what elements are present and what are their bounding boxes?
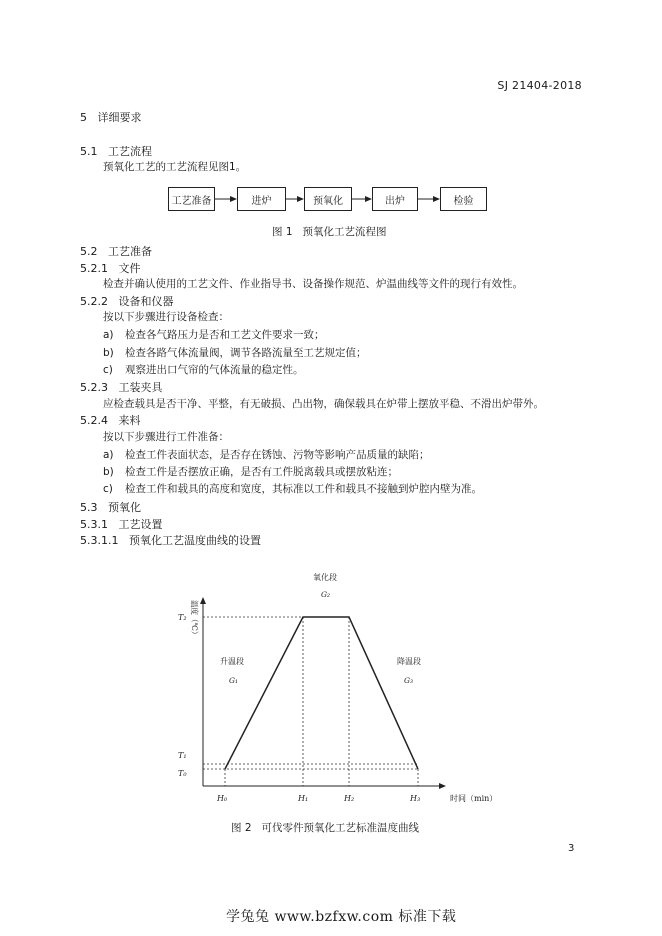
section-number: 5.2.4	[80, 414, 108, 427]
y-axis-label: 温度（℃）	[190, 600, 199, 639]
x-axis-label: 时间（min）	[450, 794, 498, 803]
list-marker: a)	[103, 449, 114, 461]
segment-label: 降温段	[397, 657, 421, 666]
list-text: 检查工件是否摆放正确，是否有工件脱离载具或摆放粘连；	[125, 466, 398, 478]
section-number: 5.1	[80, 145, 98, 158]
segment-label: 升温段	[220, 657, 244, 666]
section-number: 5.2	[80, 245, 98, 258]
section-title: 文件	[118, 262, 141, 275]
list-marker: b)	[103, 347, 114, 359]
list-text: 检查工件表面状态，是否存在锈蚀、污物等影响产品质量的缺陷；	[125, 449, 430, 461]
flow-step-preoxidation: 预氧化	[304, 187, 352, 211]
list-text: 观察进出口气帘的气体流量的稳定性。	[125, 364, 304, 376]
list-marker: a)	[103, 329, 114, 341]
section-number: 5.3.1	[80, 518, 108, 531]
paragraph: 按以下步骤进行工件准备：	[103, 431, 229, 443]
flow-step-preparation: 工艺准备	[168, 187, 215, 211]
section-number: 5.2.1	[80, 262, 108, 275]
section-number: 5.3	[80, 501, 98, 514]
section-title: 预氧化	[108, 501, 141, 514]
x-tick-label: H₃	[410, 794, 421, 803]
x-tick-label: H₀	[217, 794, 228, 803]
section-number: 5.2.2	[80, 295, 108, 308]
paragraph: 预氧化工艺的工艺流程见图1。	[103, 161, 247, 173]
section-title: 工装夹具	[118, 381, 163, 394]
section-title: 详细要求	[97, 111, 142, 124]
page-number: 3	[568, 843, 575, 854]
y-tick-label: T₂	[178, 613, 187, 622]
standard-number: SJ 21404-2018	[497, 79, 582, 92]
list-marker: b)	[103, 466, 114, 478]
segment-symbol: G₁	[229, 676, 238, 685]
list-text: 检查各气路压力是否和工艺文件要求一致；	[125, 329, 325, 341]
y-tick-label: T₁	[178, 751, 187, 760]
footer-watermark: 学兔兔 www.bzfxw.com 标准下载	[226, 909, 457, 925]
flow-step-inspection: 检验	[440, 187, 487, 211]
section-title: 设备和仪器	[118, 295, 174, 308]
x-tick-label: H₂	[344, 794, 355, 803]
section-title: 预氧化工艺温度曲线的设置	[128, 534, 261, 547]
section-title: 工艺流程	[108, 145, 152, 158]
section-number: 5.2.3	[80, 381, 108, 394]
figure-title: 预氧化工艺流程图	[302, 226, 387, 238]
paragraph: 应检查载具是否干净、平整，有无破损、凸出物，确保载具在炉带上摆放平稳、不滑出炉带外。	[103, 398, 544, 410]
section-title: 工艺准备	[108, 245, 152, 258]
segment-label: 氧化段	[313, 573, 337, 582]
figure-title: 可伐零件预氧化工艺标准温度曲线	[261, 822, 420, 834]
figure-2-caption	[231, 820, 419, 835]
x-tick-label: H₁	[298, 794, 309, 803]
list-marker: c)	[103, 483, 113, 495]
paragraph: 按以下步骤进行设备检查：	[103, 311, 229, 323]
y-tick-label: T₀	[178, 769, 187, 778]
section-number: 5.3.1.1	[80, 534, 119, 547]
temperature-curve	[225, 617, 418, 769]
list-text: 检查工件和载具的高度和宽度，其标准以工件和载具不接触到炉腔内壁为准。	[125, 483, 482, 495]
segment-symbol: G₃	[404, 676, 413, 685]
figure-number: 图 2	[231, 822, 252, 834]
flow-step-furnace-out: 出炉	[372, 187, 418, 211]
section-title: 来料	[118, 414, 141, 427]
list-text: 检查各路气体流量阀，调节各路流量至工艺规定值；	[125, 347, 367, 359]
paragraph: 检查并确认使用的工艺文件、作业指导书、设备操作规范、炉温曲线等文件的现行有效性。	[103, 278, 523, 290]
list-marker: c)	[103, 364, 113, 376]
segment-symbol: G₂	[321, 590, 330, 599]
section-number: 5	[80, 111, 87, 124]
figure-number: 图 1	[272, 226, 293, 238]
flow-step-furnace-in: 进炉	[237, 187, 286, 211]
section-title: 工艺设置	[118, 518, 163, 531]
